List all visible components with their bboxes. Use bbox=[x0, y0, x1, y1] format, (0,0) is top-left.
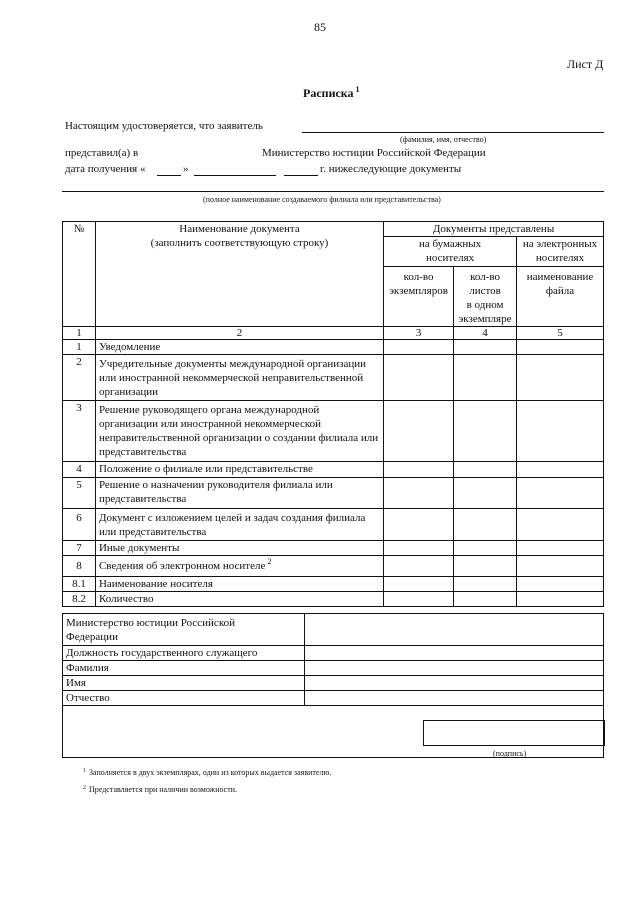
branch-name-line bbox=[62, 191, 604, 192]
presented-label: представил(а) в bbox=[65, 147, 139, 159]
sig-name-label: Имя bbox=[63, 676, 305, 691]
col-num-4: 4 bbox=[454, 327, 517, 340]
applicant-name-line bbox=[302, 132, 604, 133]
title-text: Расписка bbox=[303, 86, 354, 100]
sig-position-label: Должность государственного служащего bbox=[63, 646, 305, 661]
header-sheets-line1: кол-во bbox=[470, 271, 500, 283]
documents-table bbox=[62, 221, 604, 607]
header-electronic-line1: на электронных bbox=[522, 238, 598, 250]
table-row bbox=[63, 462, 604, 478]
row-text: Иные документы bbox=[95, 541, 383, 556]
title-footnote-mark: 1 bbox=[355, 85, 360, 94]
cell-sheets[interactable] bbox=[454, 478, 517, 509]
cell-file[interactable] bbox=[517, 577, 604, 592]
col-num-2: 2 bbox=[95, 327, 383, 340]
row-number: 5 bbox=[63, 478, 96, 509]
header-doc-name-line2: (заполнить соответствующую строку) bbox=[150, 237, 329, 249]
table-row bbox=[63, 478, 604, 509]
header-file bbox=[517, 267, 604, 327]
cell-file[interactable] bbox=[517, 592, 604, 607]
header-paper-line2: носителях bbox=[425, 252, 475, 264]
signature-box[interactable] bbox=[423, 720, 605, 746]
sheet-label: Лист Д bbox=[567, 57, 604, 71]
cell-file[interactable] bbox=[517, 509, 604, 541]
header-file-line1: наименование bbox=[526, 271, 594, 283]
date-quote-close: » bbox=[183, 163, 189, 175]
header-sheets bbox=[454, 267, 517, 327]
header-electronic bbox=[517, 237, 604, 267]
cell-sheets[interactable] bbox=[454, 541, 517, 556]
table-row bbox=[63, 577, 604, 592]
col-num-3: 3 bbox=[384, 327, 454, 340]
header-file-line2: файла bbox=[545, 285, 575, 297]
sig-ministry-label: Министерство юстиции Российской Федерации bbox=[63, 614, 305, 646]
row-footnote-mark: 2 bbox=[267, 557, 272, 566]
row-text: Количество bbox=[95, 592, 383, 607]
row-text: Решение о назначении руководителя филиала или представительства bbox=[95, 478, 383, 509]
sig-position-value[interactable] bbox=[304, 646, 603, 661]
table-row bbox=[63, 541, 604, 556]
header-paper-line1: на бумажных bbox=[418, 238, 482, 250]
row-number: 8.1 bbox=[63, 577, 96, 592]
cell-file[interactable] bbox=[517, 541, 604, 556]
branch-hint: (полное наименование создаваемого филиала или представительства) bbox=[203, 195, 441, 204]
row-number: 4 bbox=[63, 462, 96, 478]
row-number: 2 bbox=[63, 355, 96, 401]
row-number: 8.2 bbox=[63, 592, 96, 607]
header-electronic-line2: носителях bbox=[535, 252, 585, 264]
row-text: Учредительные документы международной организации или иностранной некоммерческой неправительственной организации bbox=[95, 355, 383, 401]
sig-surname-label: Фамилия bbox=[63, 661, 305, 676]
footnote-1 bbox=[83, 768, 331, 777]
cell-sheets[interactable] bbox=[454, 340, 517, 355]
sig-ministry-value[interactable] bbox=[304, 614, 603, 646]
sig-patronymic-value[interactable] bbox=[304, 691, 603, 706]
row-text: Документ с изложением целей и задач создания филиала или представительства bbox=[95, 509, 383, 541]
header-no: № bbox=[63, 222, 96, 327]
header-doc-name-line1: Наименование документа bbox=[179, 223, 300, 235]
cell-sheets[interactable] bbox=[454, 577, 517, 592]
sig-name-value[interactable] bbox=[304, 676, 603, 691]
header-sheets-line2: листов bbox=[469, 285, 501, 297]
date-suffix: г. нижеследующие документы bbox=[320, 163, 462, 175]
row-number: 8 bbox=[63, 556, 96, 577]
cell-file[interactable] bbox=[517, 556, 604, 577]
table-row bbox=[63, 592, 604, 607]
row-text-wrap bbox=[95, 556, 383, 577]
footnote-2-mark: 2 bbox=[83, 785, 86, 791]
row-text: Наименование носителя bbox=[95, 577, 383, 592]
col-num-1: 1 bbox=[63, 327, 96, 340]
cell-file[interactable] bbox=[517, 340, 604, 355]
footnote-1-mark: 1 bbox=[83, 768, 86, 774]
row-text: Положение о филиале или представительстве bbox=[95, 462, 383, 478]
name-hint: (фамилия, имя, отчество) bbox=[400, 135, 487, 144]
date-prefix: дата получения « bbox=[65, 163, 146, 175]
row-number: 6 bbox=[63, 509, 96, 541]
footnote-2-text: Представляется при наличии возможности. bbox=[89, 785, 237, 794]
cell-file[interactable] bbox=[517, 355, 604, 401]
header-docs-presented: Документы представлены bbox=[384, 222, 604, 237]
cell-copies[interactable] bbox=[384, 577, 454, 592]
cell-copies[interactable] bbox=[384, 401, 454, 462]
row-text: Решение руководящего органа международной организации или иностранной некоммерческой неправительственной организации о создании филиала или представительства bbox=[95, 401, 383, 462]
document-title bbox=[303, 86, 360, 101]
cell-file[interactable] bbox=[517, 462, 604, 478]
row-text: Уведомление bbox=[95, 340, 383, 355]
signature-area bbox=[63, 706, 604, 758]
cell-copies[interactable] bbox=[384, 340, 454, 355]
ministry-name: Министерство юстиции Российской Федерации bbox=[262, 147, 486, 159]
table-row bbox=[63, 401, 604, 462]
column-numbers-row bbox=[63, 327, 604, 340]
table-row bbox=[63, 509, 604, 541]
row-number: 3 bbox=[63, 401, 96, 462]
cell-sheets[interactable] bbox=[454, 592, 517, 607]
page-number: 85 bbox=[314, 20, 326, 34]
cell-sheets[interactable] bbox=[454, 401, 517, 462]
header-paper bbox=[384, 237, 517, 267]
cell-copies[interactable] bbox=[384, 556, 454, 577]
header-sheets-line4: экземпляре bbox=[458, 313, 512, 325]
cell-sheets[interactable] bbox=[454, 556, 517, 577]
cell-sheets[interactable] bbox=[454, 509, 517, 541]
header-doc-name bbox=[95, 222, 383, 327]
intro-text: Настоящим удостоверяется, что заявитель bbox=[65, 120, 263, 132]
table-row bbox=[63, 340, 604, 355]
cell-sheets[interactable] bbox=[454, 462, 517, 478]
cell-copies[interactable] bbox=[384, 478, 454, 509]
sig-patronymic-label: Отчество bbox=[63, 691, 305, 706]
col-num-5: 5 bbox=[517, 327, 604, 340]
row-text: Сведения об электронном носителе bbox=[98, 560, 266, 572]
row-number: 7 bbox=[63, 541, 96, 556]
header-copies-line2: экземпляров bbox=[389, 285, 448, 297]
cell-copies[interactable] bbox=[384, 509, 454, 541]
cell-copies[interactable] bbox=[384, 541, 454, 556]
table-row bbox=[63, 556, 604, 577]
header-copies bbox=[384, 267, 454, 327]
header-copies-line1: кол-во bbox=[403, 271, 434, 283]
cell-copies[interactable] bbox=[384, 355, 454, 401]
date-month-line bbox=[194, 175, 276, 176]
signature-hint: (подпись) bbox=[493, 749, 527, 758]
header-sheets-line3: в одном bbox=[466, 299, 504, 311]
row-number: 1 bbox=[63, 340, 96, 355]
footnote-2 bbox=[83, 785, 237, 794]
cell-file[interactable] bbox=[517, 401, 604, 462]
cell-sheets[interactable] bbox=[454, 355, 517, 401]
cell-file[interactable] bbox=[517, 478, 604, 509]
table-row bbox=[63, 355, 604, 401]
signature-table bbox=[62, 613, 604, 758]
footnote-1-text: Заполняется в двух экземплярах, один из которых выдается заявителю. bbox=[89, 768, 332, 777]
cell-copies[interactable] bbox=[384, 592, 454, 607]
date-year-line bbox=[284, 175, 318, 176]
date-day-line bbox=[157, 175, 181, 176]
cell-copies[interactable] bbox=[384, 462, 454, 478]
sig-surname-value[interactable] bbox=[304, 661, 603, 676]
